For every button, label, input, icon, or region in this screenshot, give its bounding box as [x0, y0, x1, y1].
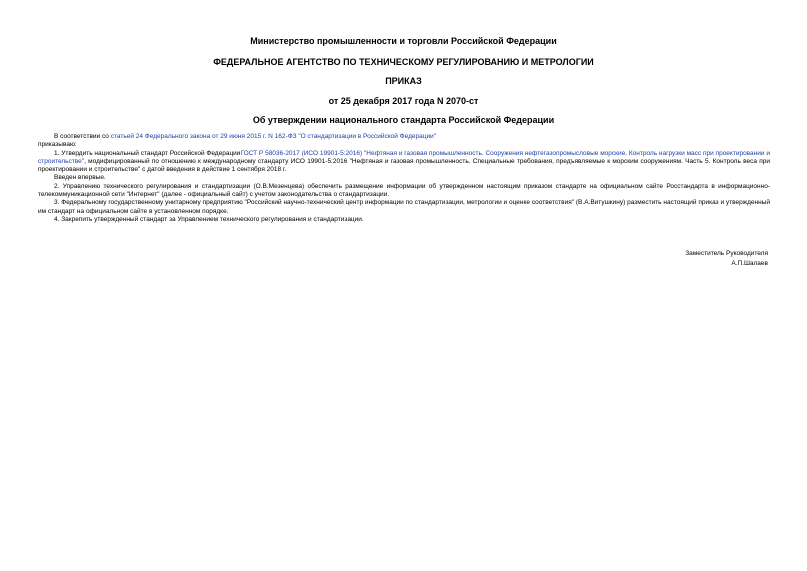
- ministry-heading: Министерство промышленности и торговли Российской Федерации: [250, 36, 557, 46]
- intro-paragraph: [38, 133, 770, 141]
- item-2-paragraph: 2. Управлению технического регулирования и стандартизации (О.В.Мезенцева) обеспечить размещение информации об утвержденном настоящим приказом стандарте на официальном сайте Росстандарта в информационно-телекоммуникационной сети "Интернет" (далее - официальный сайт) с учетом законодательства о стандартизации.: [38, 182, 770, 199]
- item-1-prefix: 1. Утвердить национальный стандарт Российской Федерации: [54, 149, 241, 157]
- intro-prefix: В соответствии со: [54, 133, 111, 140]
- signature-name: А.П.Шалаев: [731, 260, 768, 267]
- item-4-paragraph: 4. Закрепить утвержденный стандарт за Управлением технического регулирования и стандартизации.: [54, 215, 364, 223]
- item-1-paragraph: [38, 150, 770, 175]
- federal-law-link[interactable]: статьей 24 Федерального закона от 29 июня 2015 г. N 162-ФЗ "О стандартизации в Российской Федерации": [110, 133, 437, 140]
- date-number-heading: от 25 декабря 2017 года N 2070-ст: [328, 96, 479, 106]
- introduced-note: Введен впервые.: [54, 174, 106, 182]
- item-3-paragraph: 3. Федеральному государственному унитарному предприятию "Российский научно-технический центр информации по стандартизации, метрологии и оценке соответствия" (В.А.Витушкину) разместить настоящий приказ и утвержденный им стандарт на официальном сайте в установленном порядке.: [38, 199, 770, 215]
- order-body: [38, 133, 770, 224]
- gost-standard-link[interactable]: ГОСТ Р 58036-2017 (ИСО 19901-5:2016) "Нефтяная и газовая промышленность. Сооружения нефтегазопромысловые морские. Контроль нагрузки масс при проектировании и строительстве": [38, 149, 770, 165]
- order-word: приказываю:: [38, 141, 77, 149]
- signature-position: Заместитель Руководителя: [685, 250, 768, 257]
- doc-type-heading: ПРИКАЗ: [385, 76, 422, 86]
- agency-heading: ФЕДЕРАЛЬНОЕ АГЕНТСТВО ПО ТЕХНИЧЕСКОМУ РЕГУЛИРОВАНИЮ И МЕТРОЛОГИИ: [213, 57, 594, 67]
- item-1-suffix: , модифицированный по отношению к международному стандарту ИСО 19901-5:2016 "Нефтяная и газовая промышленность. Специальные требования, предъявляемые к морским сооружениям. Часть 5. Контроль веса при проектировании и строительстве" с датой введения в действие 1 сентября 2018 г.: [38, 157, 770, 174]
- subject-heading: Об утверждении национального стандарта Российской Федерации: [252, 115, 555, 125]
